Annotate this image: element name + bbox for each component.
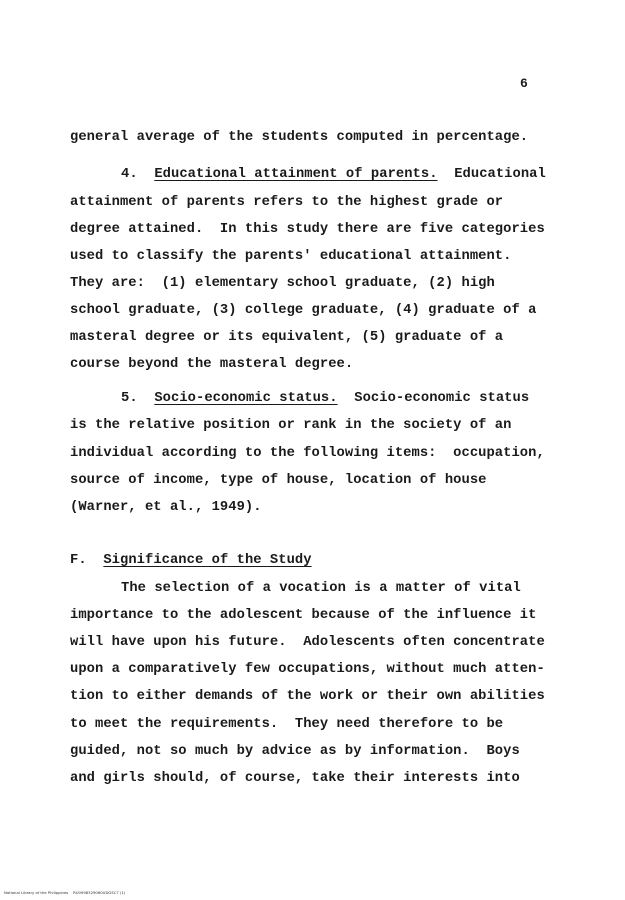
text-line: source of income, type of house, location of house — [70, 473, 487, 488]
section-heading: Significance of the Study — [103, 553, 312, 568]
text-line: (Warner, et al., 1949). — [70, 500, 262, 515]
text-line: guided, not so much by advice as by information. Boys — [70, 744, 520, 759]
text-line: tion to either demands of the work or their own abilities — [70, 689, 545, 704]
section-heading-line — [70, 553, 312, 569]
text-line: school graduate, (3) college graduate, (4) graduate of a — [70, 303, 537, 318]
definition-heading: Socio-economic status. — [154, 391, 338, 406]
text-line: degree attained. In this study there are five categories — [70, 222, 545, 237]
text-line: to meet the requirements. They need therefore to be — [70, 717, 504, 732]
text-line: masteral degree or its equivalent, (5) graduate of a — [70, 330, 504, 345]
text-line-fragment: Socio-economic status — [337, 391, 530, 406]
scan-footer: National Library of the Philippines RU0998329060UDGSC7 (1) — [4, 890, 126, 895]
definition-4-line — [121, 167, 546, 183]
text-line: and girls should, of course, take their interests into — [70, 771, 520, 786]
text-line: general average of the students computed in percentage. — [70, 130, 529, 145]
text-line: will have upon his future. Adolescents often concentrate — [70, 635, 545, 650]
definition-5-line — [121, 391, 529, 407]
text-line: The selection of a vocation is a matter of vital — [121, 581, 521, 596]
page-number: 6 — [520, 76, 528, 91]
section-label: F. — [70, 553, 87, 568]
text-line: attainment of parents refers to the highest grade or — [70, 195, 504, 210]
definition-heading: Educational attainment of parents. — [154, 167, 438, 182]
text-line: is the relative position or rank in the society of an — [70, 418, 512, 433]
item-number: 5. — [121, 391, 138, 406]
text-line: individual according to the following items: occupation, — [70, 446, 545, 461]
text-line: course beyond the masteral degree. — [70, 357, 354, 372]
text-line-fragment: Educational — [437, 167, 546, 182]
text-line: importance to the adolescent because of the influence it — [70, 608, 537, 623]
item-number: 4. — [121, 167, 138, 182]
text-line: upon a comparatively few occupations, without much atten- — [70, 662, 545, 677]
text-line: They are: (1) elementary school graduate, (2) high — [70, 276, 495, 291]
text-line: used to classify the parents' educational attainment. — [70, 249, 512, 264]
